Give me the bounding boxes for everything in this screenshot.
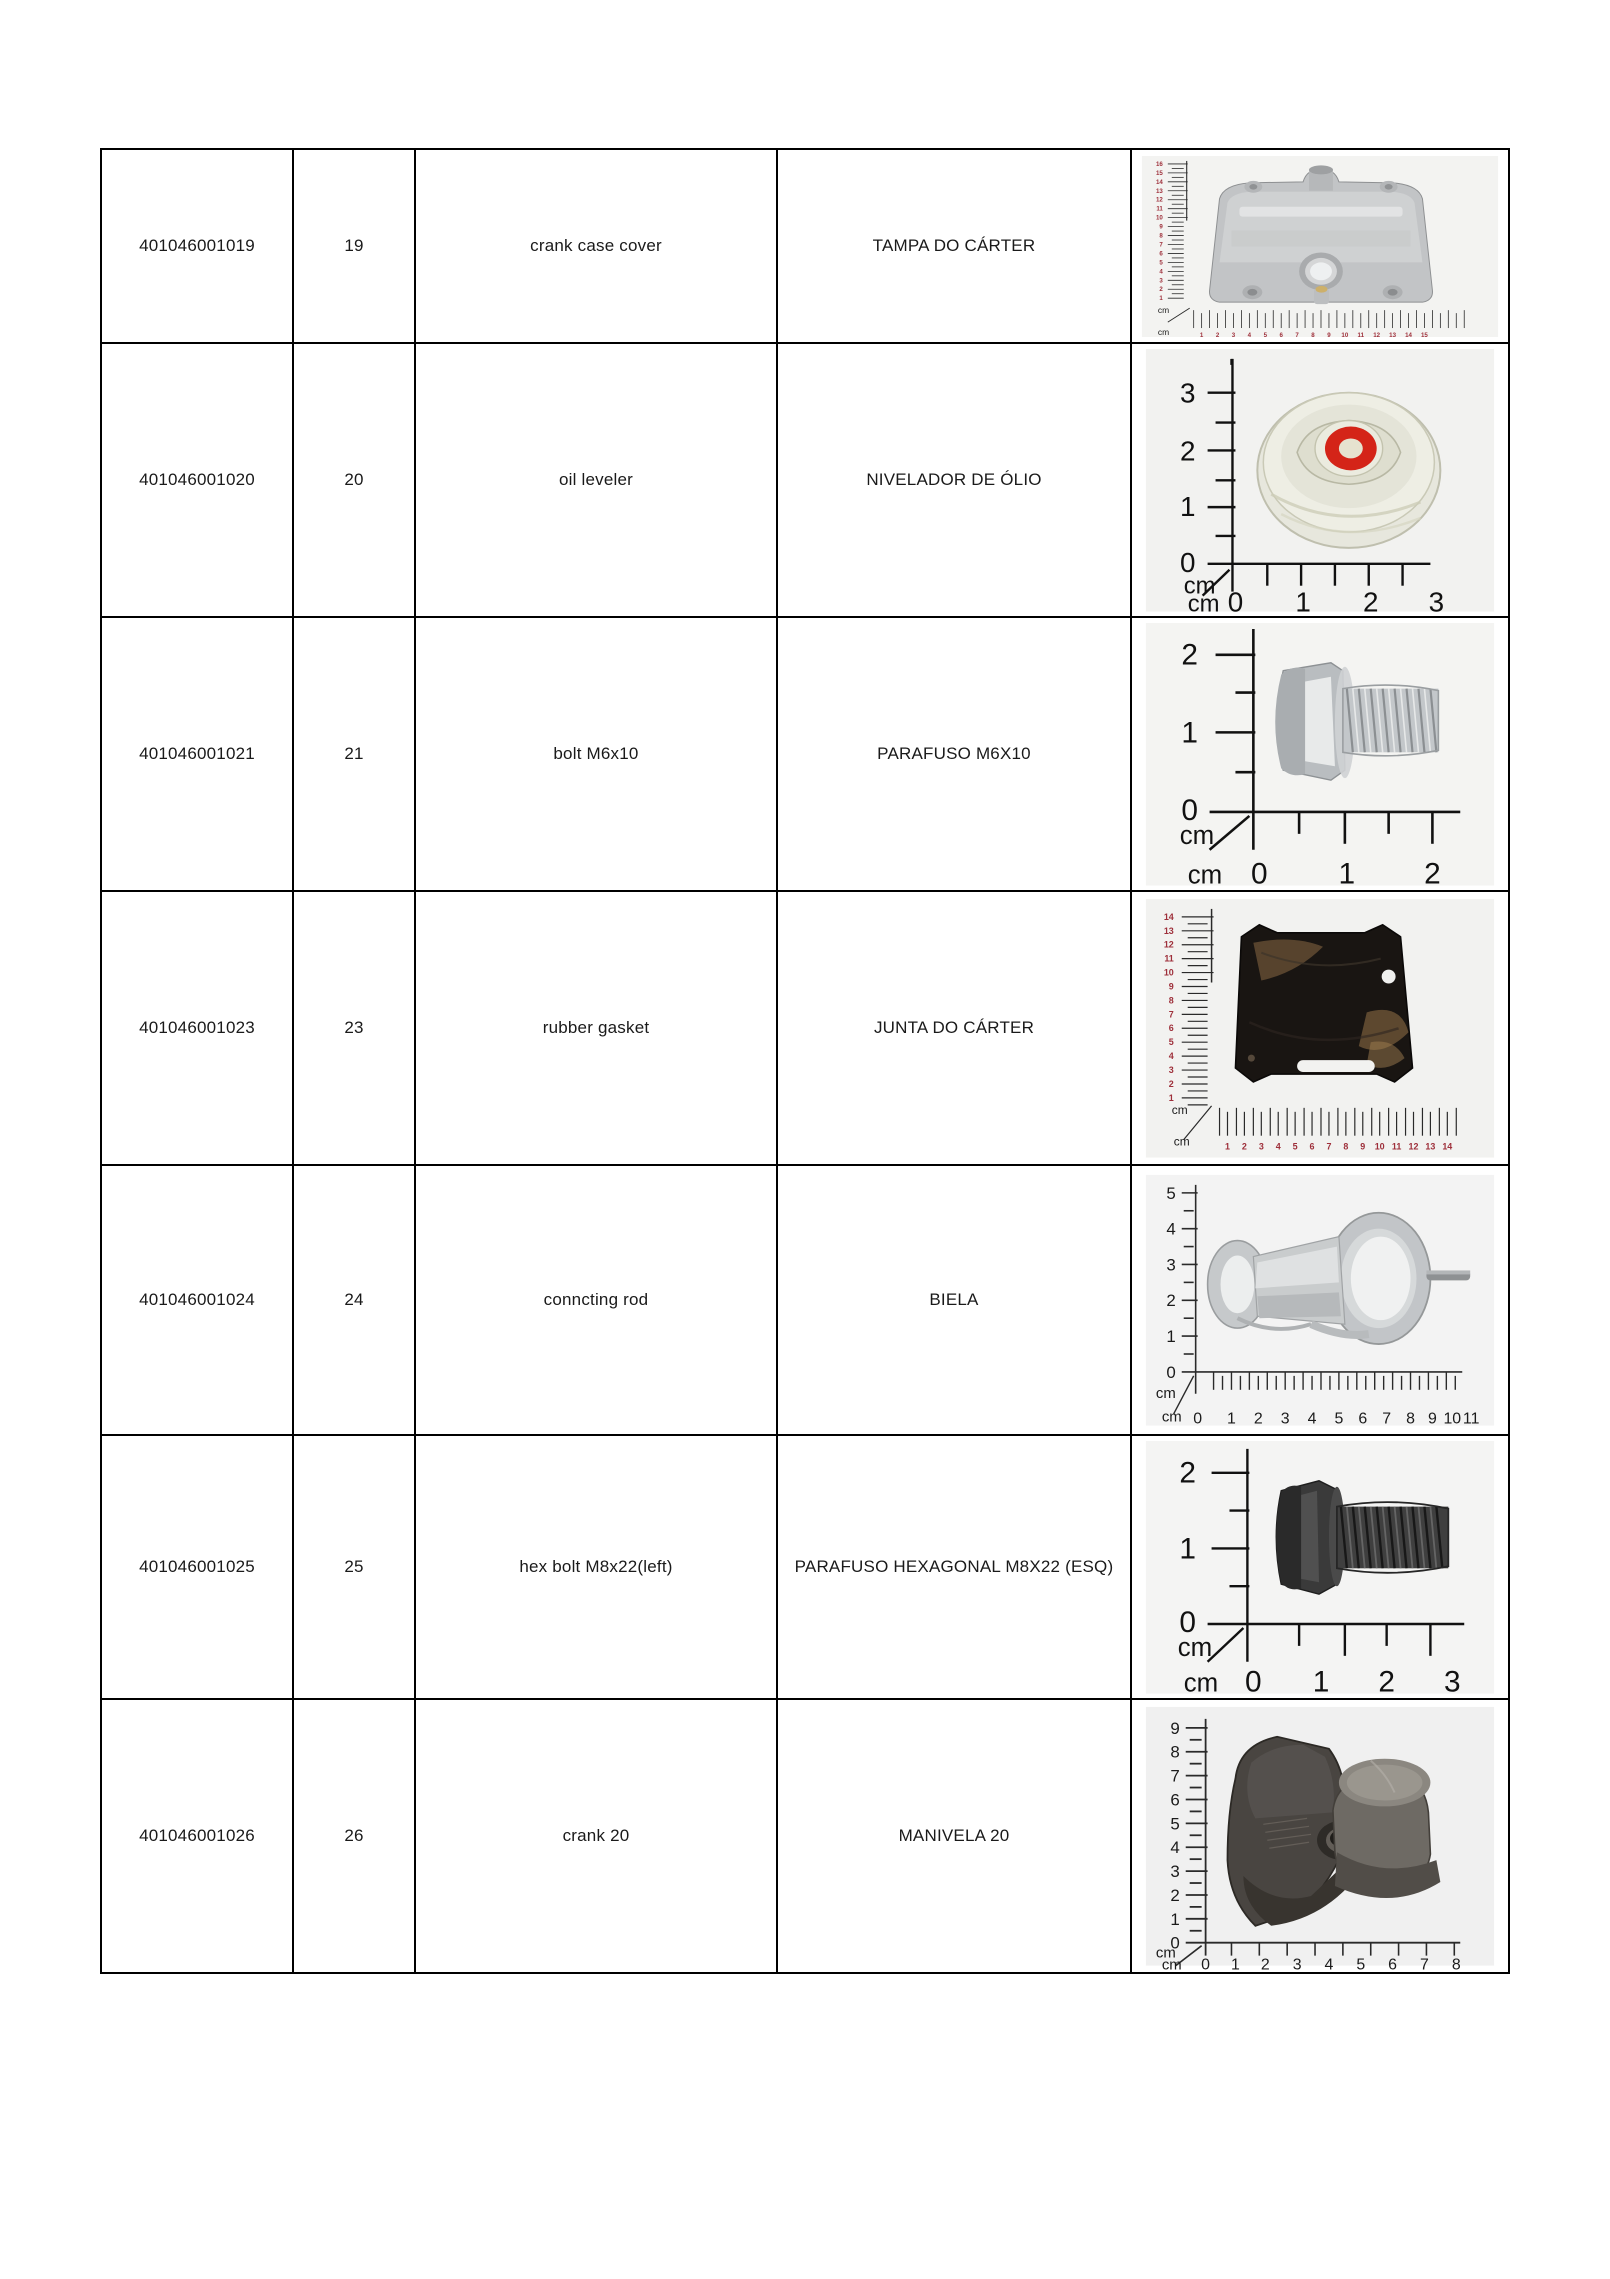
item-number: 25 — [344, 1556, 364, 1576]
svg-text:11: 11 — [1357, 331, 1365, 339]
item-number-cell — [293, 343, 415, 617]
svg-text:0: 0 — [1227, 586, 1244, 616]
svg-text:8: 8 — [1311, 331, 1315, 339]
english-description: hex bolt M8x22(left) — [519, 1556, 673, 1576]
svg-text:2: 2 — [1241, 1141, 1247, 1152]
svg-text:8: 8 — [1168, 995, 1174, 1006]
item-number-cell — [293, 891, 415, 1165]
svg-text:16: 16 — [1155, 160, 1163, 168]
svg-text:2: 2 — [1179, 435, 1196, 467]
item-number: 21 — [344, 743, 364, 763]
item-number-cell — [293, 149, 415, 343]
hex-bolt-m8x22-photo — [1132, 1437, 1508, 1698]
svg-text:6: 6 — [1309, 1141, 1315, 1152]
svg-text:7: 7 — [1382, 1410, 1392, 1428]
svg-text:7: 7 — [1295, 331, 1299, 339]
svg-text:cm: cm — [1161, 1956, 1182, 1972]
svg-text:15: 15 — [1421, 331, 1428, 339]
connecting-rod-photo — [1132, 1167, 1508, 1434]
svg-text:cm: cm — [1173, 1134, 1190, 1149]
svg-text:5: 5 — [1292, 1141, 1298, 1152]
part-number-cell — [101, 1699, 293, 1973]
svg-text:cm: cm — [1157, 304, 1170, 315]
part-number-cell — [101, 891, 293, 1165]
table-row — [101, 1699, 1509, 1973]
svg-text:3: 3 — [1258, 1141, 1264, 1152]
svg-text:1: 1 — [1159, 294, 1163, 302]
svg-text:5: 5 — [1170, 1814, 1180, 1834]
svg-text:10: 10 — [1443, 1410, 1462, 1428]
svg-text:4: 4 — [1275, 1141, 1281, 1152]
english-description: oil leveler — [558, 469, 633, 489]
svg-text:12: 12 — [1408, 1141, 1419, 1152]
svg-text:13: 13 — [1163, 925, 1174, 936]
svg-text:1: 1 — [1312, 1665, 1330, 1698]
svg-text:11: 11 — [1462, 1410, 1480, 1428]
svg-text:4: 4 — [1170, 1837, 1180, 1857]
svg-text:1: 1 — [1181, 716, 1198, 750]
svg-text:13: 13 — [1155, 187, 1163, 195]
svg-text:2: 2 — [1166, 1290, 1176, 1310]
svg-text:1: 1 — [1179, 490, 1196, 522]
portuguese-description: PARAFUSO HEXAGONAL M8X22 (ESQ) — [794, 1556, 1114, 1576]
table-row — [101, 1435, 1509, 1699]
part-number: 401046001021 — [139, 743, 255, 763]
svg-text:cm: cm — [1161, 1408, 1182, 1426]
svg-text:cm: cm — [1187, 861, 1223, 890]
svg-text:7: 7 — [1326, 1141, 1332, 1152]
svg-text:0: 0 — [1179, 1605, 1197, 1639]
svg-text:2: 2 — [1168, 1078, 1174, 1089]
svg-text:1: 1 — [1166, 1326, 1176, 1346]
portuguese-description: TAMPA DO CÁRTER — [872, 235, 1036, 255]
svg-text:0: 0 — [1166, 1362, 1176, 1382]
part-photo-cell — [1131, 1699, 1509, 1973]
portuguese-description: JUNTA DO CÁRTER — [873, 1017, 1035, 1037]
part-number: 401046001025 — [139, 1556, 255, 1576]
part-photo-cell — [1131, 891, 1509, 1165]
svg-text:15: 15 — [1155, 169, 1163, 177]
svg-text:10: 10 — [1374, 1141, 1385, 1152]
svg-text:0: 0 — [1170, 1933, 1180, 1953]
svg-text:6: 6 — [1279, 331, 1283, 339]
svg-text:cm: cm — [1183, 572, 1216, 600]
portuguese-description: MANIVELA 20 — [898, 1825, 1010, 1845]
svg-text:1: 1 — [1179, 1532, 1197, 1566]
svg-text:1: 1 — [1199, 331, 1204, 339]
svg-text:2: 2 — [1260, 1956, 1270, 1972]
svg-text:4: 4 — [1324, 1956, 1334, 1972]
svg-text:2: 2 — [1170, 1885, 1180, 1905]
svg-text:8: 8 — [1343, 1141, 1349, 1152]
svg-text:cm: cm — [1183, 1669, 1219, 1698]
parts-table-body — [101, 149, 1509, 1973]
svg-text:0: 0 — [1193, 1410, 1203, 1428]
english-description: conncting rod — [543, 1289, 649, 1309]
parts-table — [100, 148, 1510, 1974]
portuguese-description-cell — [777, 1435, 1131, 1699]
svg-text:3: 3 — [1168, 1064, 1174, 1075]
svg-text:2: 2 — [1362, 586, 1379, 616]
svg-text:5: 5 — [1159, 258, 1163, 266]
item-number-cell — [293, 1699, 415, 1973]
svg-text:11: 11 — [1164, 953, 1174, 964]
svg-text:3: 3 — [1280, 1410, 1290, 1428]
svg-text:cm: cm — [1155, 1384, 1176, 1402]
svg-text:1: 1 — [1224, 1141, 1230, 1152]
svg-text:5: 5 — [1356, 1956, 1366, 1972]
svg-text:9: 9 — [1159, 223, 1163, 231]
svg-text:2: 2 — [1215, 331, 1220, 339]
english-description-cell — [415, 891, 777, 1165]
oil-leveler-photo — [1132, 345, 1508, 616]
svg-text:0: 0 — [1201, 1956, 1211, 1972]
svg-text:7: 7 — [1168, 1009, 1174, 1020]
svg-text:2: 2 — [1378, 1665, 1395, 1698]
item-number-cell — [293, 1165, 415, 1435]
svg-text:4: 4 — [1159, 267, 1163, 275]
svg-text:12: 12 — [1155, 196, 1163, 204]
portuguese-description: BIELA — [929, 1289, 979, 1309]
bolt-m6x10-photo — [1132, 619, 1508, 890]
svg-text:1: 1 — [1168, 1092, 1174, 1103]
svg-text:10: 10 — [1163, 967, 1174, 978]
portuguese-description-cell — [777, 343, 1131, 617]
portuguese-description-cell — [777, 1165, 1131, 1435]
svg-text:8: 8 — [1406, 1410, 1415, 1428]
part-photo-cell — [1131, 1165, 1509, 1435]
portuguese-description-cell — [777, 1699, 1131, 1973]
svg-text:2: 2 — [1159, 285, 1163, 293]
svg-text:7: 7 — [1420, 1956, 1429, 1972]
part-number-cell — [101, 1435, 293, 1699]
svg-text:6: 6 — [1159, 249, 1163, 257]
table-row — [101, 149, 1509, 343]
svg-text:12: 12 — [1373, 331, 1381, 339]
svg-text:8: 8 — [1170, 1742, 1180, 1762]
english-description: crank case cover — [530, 235, 662, 255]
svg-text:14: 14 — [1155, 178, 1163, 186]
english-description: crank 20 — [562, 1825, 630, 1845]
svg-text:7: 7 — [1159, 241, 1163, 248]
table-row — [101, 617, 1509, 891]
svg-text:5: 5 — [1334, 1410, 1344, 1428]
svg-text:9: 9 — [1168, 981, 1174, 992]
part-photo-cell — [1131, 149, 1509, 343]
english-description-cell — [415, 343, 777, 617]
english-description-cell — [415, 1165, 777, 1435]
crank-case-cover-photo — [1132, 151, 1508, 342]
english-description-cell — [415, 1435, 777, 1699]
part-number-cell — [101, 343, 293, 617]
part-number: 401046001024 — [139, 1289, 255, 1309]
item-number: 20 — [344, 469, 364, 489]
portuguese-description: PARAFUSO M6X10 — [877, 743, 1031, 763]
svg-text:3: 3 — [1443, 1665, 1461, 1698]
svg-text:11: 11 — [1391, 1141, 1402, 1152]
svg-text:0: 0 — [1251, 857, 1268, 890]
portuguese-description-cell — [777, 617, 1131, 891]
svg-text:12: 12 — [1163, 939, 1174, 950]
svg-text:4: 4 — [1166, 1219, 1176, 1239]
item-number: 24 — [344, 1289, 364, 1309]
svg-text:0: 0 — [1245, 1665, 1262, 1698]
portuguese-description-cell — [777, 149, 1131, 343]
svg-text:3: 3 — [1166, 1255, 1176, 1275]
svg-text:cm: cm — [1155, 1944, 1176, 1962]
svg-text:4: 4 — [1247, 331, 1252, 339]
table-row — [101, 1165, 1509, 1435]
svg-text:1: 1 — [1227, 1410, 1236, 1428]
svg-text:2: 2 — [1179, 1456, 1197, 1490]
svg-text:cm: cm — [1157, 326, 1170, 337]
svg-text:9: 9 — [1327, 331, 1331, 339]
svg-text:3: 3 — [1159, 276, 1163, 284]
svg-text:6: 6 — [1170, 1790, 1180, 1810]
svg-text:14: 14 — [1405, 331, 1412, 339]
svg-text:3: 3 — [1170, 1861, 1180, 1881]
item-number-cell — [293, 617, 415, 891]
part-number: 401046001026 — [139, 1825, 255, 1845]
svg-text:7: 7 — [1170, 1766, 1180, 1786]
svg-text:3: 3 — [1292, 1956, 1302, 1972]
item-number-cell — [293, 1435, 415, 1699]
english-description-cell — [415, 149, 777, 343]
portuguese-description: NIVELADOR DE ÓLIO — [866, 469, 1042, 489]
svg-text:5: 5 — [1168, 1036, 1174, 1047]
part-number-cell — [101, 617, 293, 891]
svg-text:2: 2 — [1424, 857, 1441, 890]
svg-text:0: 0 — [1179, 546, 1196, 578]
part-number: 401046001023 — [139, 1017, 255, 1037]
svg-text:14: 14 — [1163, 911, 1174, 922]
svg-text:1: 1 — [1170, 1909, 1180, 1929]
crank-20-photo — [1132, 1701, 1508, 1972]
svg-text:13: 13 — [1425, 1141, 1436, 1152]
svg-text:10: 10 — [1155, 214, 1163, 222]
svg-text:1: 1 — [1295, 586, 1311, 616]
svg-text:cm: cm — [1171, 1102, 1188, 1117]
svg-text:0: 0 — [1181, 793, 1198, 827]
part-number-cell — [101, 149, 293, 343]
english-description: bolt M6x10 — [553, 743, 639, 763]
svg-text:cm: cm — [1177, 1633, 1213, 1662]
item-number: 26 — [344, 1825, 364, 1845]
svg-text:cm: cm — [1187, 590, 1220, 616]
part-number: 401046001019 — [139, 235, 255, 255]
svg-text:3: 3 — [1231, 331, 1236, 339]
svg-text:6: 6 — [1168, 1022, 1174, 1033]
svg-text:8: 8 — [1451, 1956, 1461, 1972]
rubber-gasket-photo — [1132, 893, 1508, 1164]
part-number: 401046001020 — [139, 469, 255, 489]
table-row — [101, 343, 1509, 617]
svg-text:9: 9 — [1427, 1410, 1437, 1428]
part-photo-cell — [1131, 617, 1509, 891]
svg-text:cm: cm — [1179, 821, 1215, 850]
english-description-cell — [415, 617, 777, 891]
svg-text:8: 8 — [1159, 232, 1163, 240]
svg-text:14: 14 — [1442, 1141, 1453, 1152]
part-photo-cell — [1131, 1435, 1509, 1699]
svg-text:6: 6 — [1388, 1956, 1398, 1972]
item-number: 23 — [344, 1017, 364, 1037]
table-row — [101, 891, 1509, 1165]
svg-text:11: 11 — [1156, 205, 1163, 213]
part-photo-cell — [1131, 343, 1509, 617]
svg-text:10: 10 — [1341, 331, 1349, 339]
portuguese-description-cell — [777, 891, 1131, 1165]
svg-text:3: 3 — [1179, 377, 1196, 409]
svg-text:6: 6 — [1358, 1410, 1368, 1428]
svg-text:4: 4 — [1168, 1050, 1174, 1061]
svg-text:4: 4 — [1307, 1410, 1317, 1428]
svg-text:9: 9 — [1360, 1141, 1366, 1152]
english-description-cell — [415, 1699, 777, 1973]
svg-text:5: 5 — [1263, 331, 1268, 339]
english-description: rubber gasket — [542, 1017, 650, 1037]
item-number: 19 — [344, 235, 364, 255]
svg-text:2: 2 — [1181, 638, 1198, 672]
svg-text:1: 1 — [1231, 1956, 1240, 1972]
svg-text:3: 3 — [1428, 586, 1445, 616]
svg-text:1: 1 — [1338, 857, 1356, 890]
svg-text:9: 9 — [1170, 1718, 1180, 1738]
svg-text:2: 2 — [1253, 1410, 1263, 1428]
part-number-cell — [101, 1165, 293, 1435]
svg-text:5: 5 — [1166, 1183, 1176, 1203]
svg-text:13: 13 — [1389, 331, 1397, 339]
